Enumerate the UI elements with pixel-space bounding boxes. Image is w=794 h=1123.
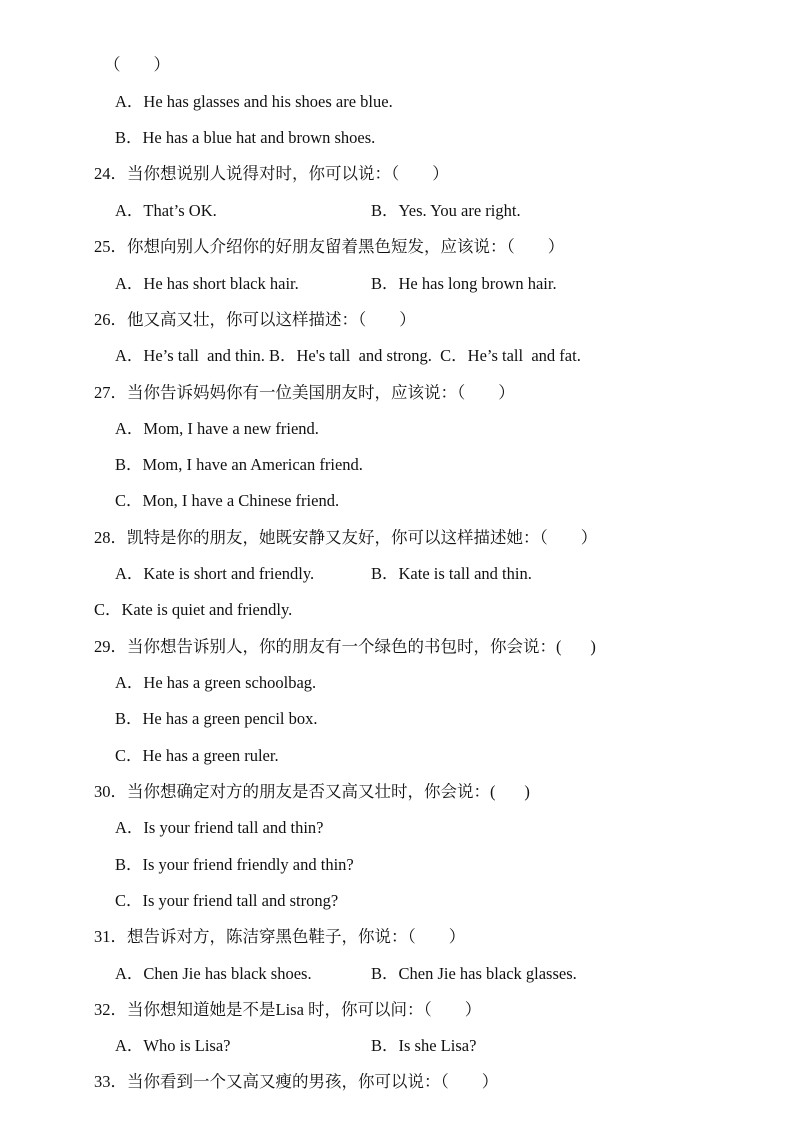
question-number: 25． [94,237,127,256]
option-b: B．Is she Lisa? [371,1036,477,1055]
option-a: A．Is your friend tall and thin? [115,818,324,837]
question-25 [94,237,564,257]
question-number: 31． [94,927,127,946]
question-26 [94,310,416,330]
option-b: B．He has a green pencil box. [115,709,318,728]
question-24 [94,164,449,184]
question-number: 33． [94,1072,127,1091]
question-number: 26． [94,310,127,329]
option-a: A．Who is Lisa? [115,1036,231,1055]
question-text: 当你看到一个又高又瘦的男孩，你可以说：（ ） [127,1072,499,1091]
question-text: 当你想说别人说得对时，你可以说：（ ） [127,164,449,183]
question-text: 想告诉对方，陈洁穿黑色鞋子，你说：（ ） [127,927,466,946]
question-33 [94,1072,498,1092]
question-28 [94,528,597,548]
option-a: A．He has a green schoolbag. [115,673,317,692]
option-a: A．That’s OK. [115,201,217,220]
question-27 [94,383,515,403]
question-text: 你想向别人介绍你的好朋友留着黑色短发，应该说：（ ） [127,237,565,256]
option-b: B．He has long brown hair. [371,274,557,293]
question-text: 凯特是你的朋友，她既安静又友好，你可以这样描述她：（ ） [127,528,598,547]
question-number: 27． [94,383,127,402]
option-a: A．He has glasses and his shoes are blue. [115,92,393,111]
option-c: C．Is your friend tall and strong? [115,891,339,910]
question-text: 当你想确定对方的朋友是否又高又壮时，你会说：( ) [127,782,530,801]
option-b: B．Kate is tall and thin. [371,564,532,583]
option-a: A．Mom, I have a new friend. [115,419,319,438]
question-number: 32． [94,1000,127,1019]
question-29 [94,637,596,657]
option-b: B．Mom, I have an American friend. [115,455,363,474]
option-b: B．Is your friend friendly and thin? [115,855,354,874]
question-number: 30． [94,782,127,801]
option-c: C．Mon, I have a Chinese friend. [115,491,340,510]
question-number: 29． [94,637,127,656]
option-a: A．Kate is short and friendly. [115,564,315,583]
option-b: B．Yes. You are right. [371,201,521,220]
option-b: B．He has a blue hat and brown shoes. [115,128,376,147]
question-text: 当你想告诉别人，你的朋友有一个绿色的书包时，你会说：( ) [127,637,596,656]
question-number: 24． [94,164,127,183]
answer-paren: （ ） [104,55,170,74]
question-31 [94,927,465,947]
question-text: 他又高又壮，你可以这样描述：（ ） [127,310,416,329]
question-30 [94,782,530,802]
option-c: C．Kate is quiet and friendly. [94,600,293,619]
question-text: 当你告诉妈妈你有一位美国朋友时，应该说：（ ） [127,383,515,402]
options-abc: A．He’s tall and thin. B．He's tall and strong. C．He’s tall and fat. [115,346,581,365]
question-number: 28． [94,528,127,547]
option-c: C．He has a green ruler. [115,746,279,765]
question-32 [94,1000,481,1020]
option-a: A．He has short black hair. [115,274,299,293]
question-text: 当你想知道她是不是Lisa 时，你可以问：（ ） [127,1000,482,1019]
option-a: A．Chen Jie has black shoes. [115,964,312,983]
option-b: B．Chen Jie has black glasses. [371,964,577,983]
